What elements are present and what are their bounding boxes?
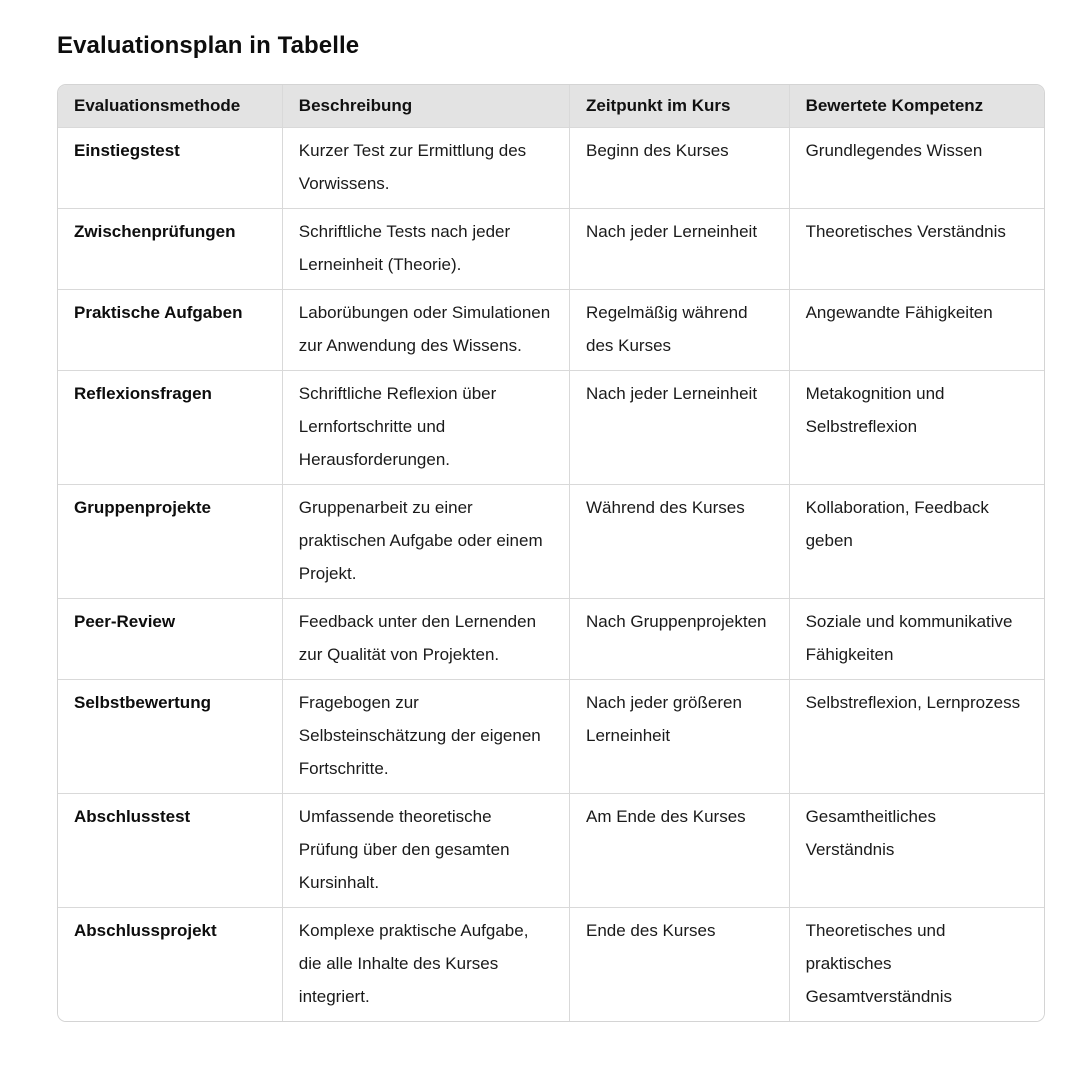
cell-competency: Theoretisches und praktisches Gesamtverständnis xyxy=(790,908,1044,1021)
cell-timing: Während des Kurses xyxy=(570,485,790,599)
cell-method: Zwischenprüfungen xyxy=(58,209,283,290)
cell-method: Abschlusstest xyxy=(58,794,283,908)
cell-timing: Ende des Kurses xyxy=(570,908,790,1021)
table-row xyxy=(58,128,1044,209)
cell-timing: Nach jeder Lerneinheit xyxy=(570,209,790,290)
table-row xyxy=(58,209,1044,290)
cell-competency: Gesamtheitliches Verständnis xyxy=(790,794,1044,908)
table-header-row xyxy=(58,85,1044,128)
cell-method: Abschlussprojekt xyxy=(58,908,283,1021)
table-row xyxy=(58,794,1044,908)
column-header-evaluationsmethode: Evaluationsmethode xyxy=(58,85,283,128)
cell-competency: Selbstreflexion, Lernprozess xyxy=(790,680,1044,794)
column-header-kompetenz: Bewertete Kompetenz xyxy=(790,85,1044,128)
table-row xyxy=(58,680,1044,794)
cell-timing: Regelmäßig während des Kurses xyxy=(570,290,790,371)
column-header-beschreibung: Beschreibung xyxy=(283,85,570,128)
cell-description: Schriftliche Tests nach jeder Lerneinheit (Theorie). xyxy=(283,209,570,290)
cell-method: Gruppenprojekte xyxy=(58,485,283,599)
table-row xyxy=(58,290,1044,371)
cell-description: Kurzer Test zur Ermittlung des Vorwissens. xyxy=(283,128,570,209)
cell-description: Schriftliche Reflexion über Lernfortschritte und Herausforderungen. xyxy=(283,371,570,485)
cell-competency: Soziale und kommunikative Fähigkeiten xyxy=(790,599,1044,680)
cell-competency: Metakognition und Selbstreflexion xyxy=(790,371,1044,485)
cell-method: Peer-Review xyxy=(58,599,283,680)
cell-timing: Nach jeder größeren Lerneinheit xyxy=(570,680,790,794)
cell-description: Gruppenarbeit zu einer praktischen Aufgabe oder einem Projekt. xyxy=(283,485,570,599)
cell-description: Fragebogen zur Selbsteinschätzung der eigenen Fortschritte. xyxy=(283,680,570,794)
cell-method: Selbstbewertung xyxy=(58,680,283,794)
cell-timing: Nach Gruppenprojekten xyxy=(570,599,790,680)
cell-method: Praktische Aufgaben xyxy=(58,290,283,371)
cell-method: Einstiegstest xyxy=(58,128,283,209)
table-row xyxy=(58,371,1044,485)
table-body xyxy=(58,128,1044,1021)
cell-timing: Beginn des Kurses xyxy=(570,128,790,209)
cell-competency: Angewandte Fähigkeiten xyxy=(790,290,1044,371)
cell-timing: Am Ende des Kurses xyxy=(570,794,790,908)
cell-description: Umfassende theoretische Prüfung über den gesamten Kursinhalt. xyxy=(283,794,570,908)
cell-description: Feedback unter den Lernenden zur Qualität von Projekten. xyxy=(283,599,570,680)
cell-description: Laborübungen oder Simulationen zur Anwendung des Wissens. xyxy=(283,290,570,371)
cell-timing: Nach jeder Lerneinheit xyxy=(570,371,790,485)
evaluation-plan-table xyxy=(57,84,1045,1022)
table-row xyxy=(58,908,1044,1021)
cell-method: Reflexionsfragen xyxy=(58,371,283,485)
table-row xyxy=(58,485,1044,599)
cell-description: Komplexe praktische Aufgabe, die alle Inhalte des Kurses integriert. xyxy=(283,908,570,1021)
column-header-zeitpunkt: Zeitpunkt im Kurs xyxy=(570,85,790,128)
cell-competency: Grundlegendes Wissen xyxy=(790,128,1044,209)
page-title: Evaluationsplan in Tabelle xyxy=(57,32,360,59)
table-row xyxy=(58,599,1044,680)
cell-competency: Theoretisches Verständnis xyxy=(790,209,1044,290)
cell-competency: Kollaboration, Feedback geben xyxy=(790,485,1044,599)
